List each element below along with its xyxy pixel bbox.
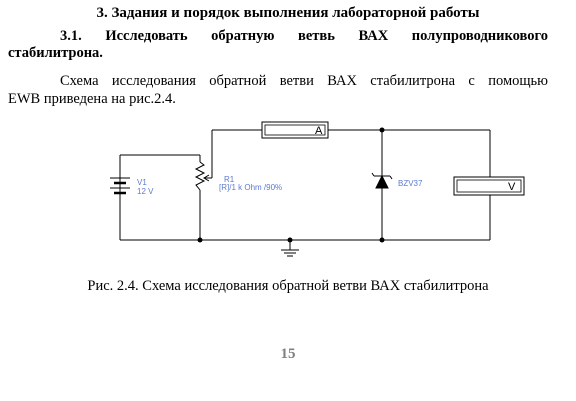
zener-name: BZV37: [398, 179, 423, 188]
paragraph-line2: EWB приведена на рис.2.4.: [8, 91, 176, 107]
task-title-line2: стабилитрона.: [8, 45, 103, 61]
figure-caption: Рис. 2.4. Схема исследования обратной ветви ВАХ стабилитрона: [87, 278, 489, 294]
section-heading: 3. Задания и порядок выполнения лабораторной работы: [96, 5, 480, 21]
resistor-value: [R]/1 k Ohm /90%: [219, 183, 283, 192]
voltmeter-label: V: [508, 181, 516, 193]
ground-symbol: [281, 250, 299, 256]
source-name: V1: [137, 178, 147, 187]
paragraph-line1: Схема исследования обратной ветви ВАХ стабилитрона с помощью: [60, 73, 548, 89]
zener-diode-symbol: [372, 173, 392, 188]
resistor-name: R1: [224, 175, 235, 184]
source-value: 12 V: [137, 187, 154, 196]
potentiometer-symbol: [196, 155, 212, 190]
page-number: 15: [280, 346, 296, 362]
task-title-line1: 3.1. Исследовать обратную ветвь ВАХ полупроводникового: [60, 28, 548, 44]
ammeter-label: A: [315, 125, 323, 137]
